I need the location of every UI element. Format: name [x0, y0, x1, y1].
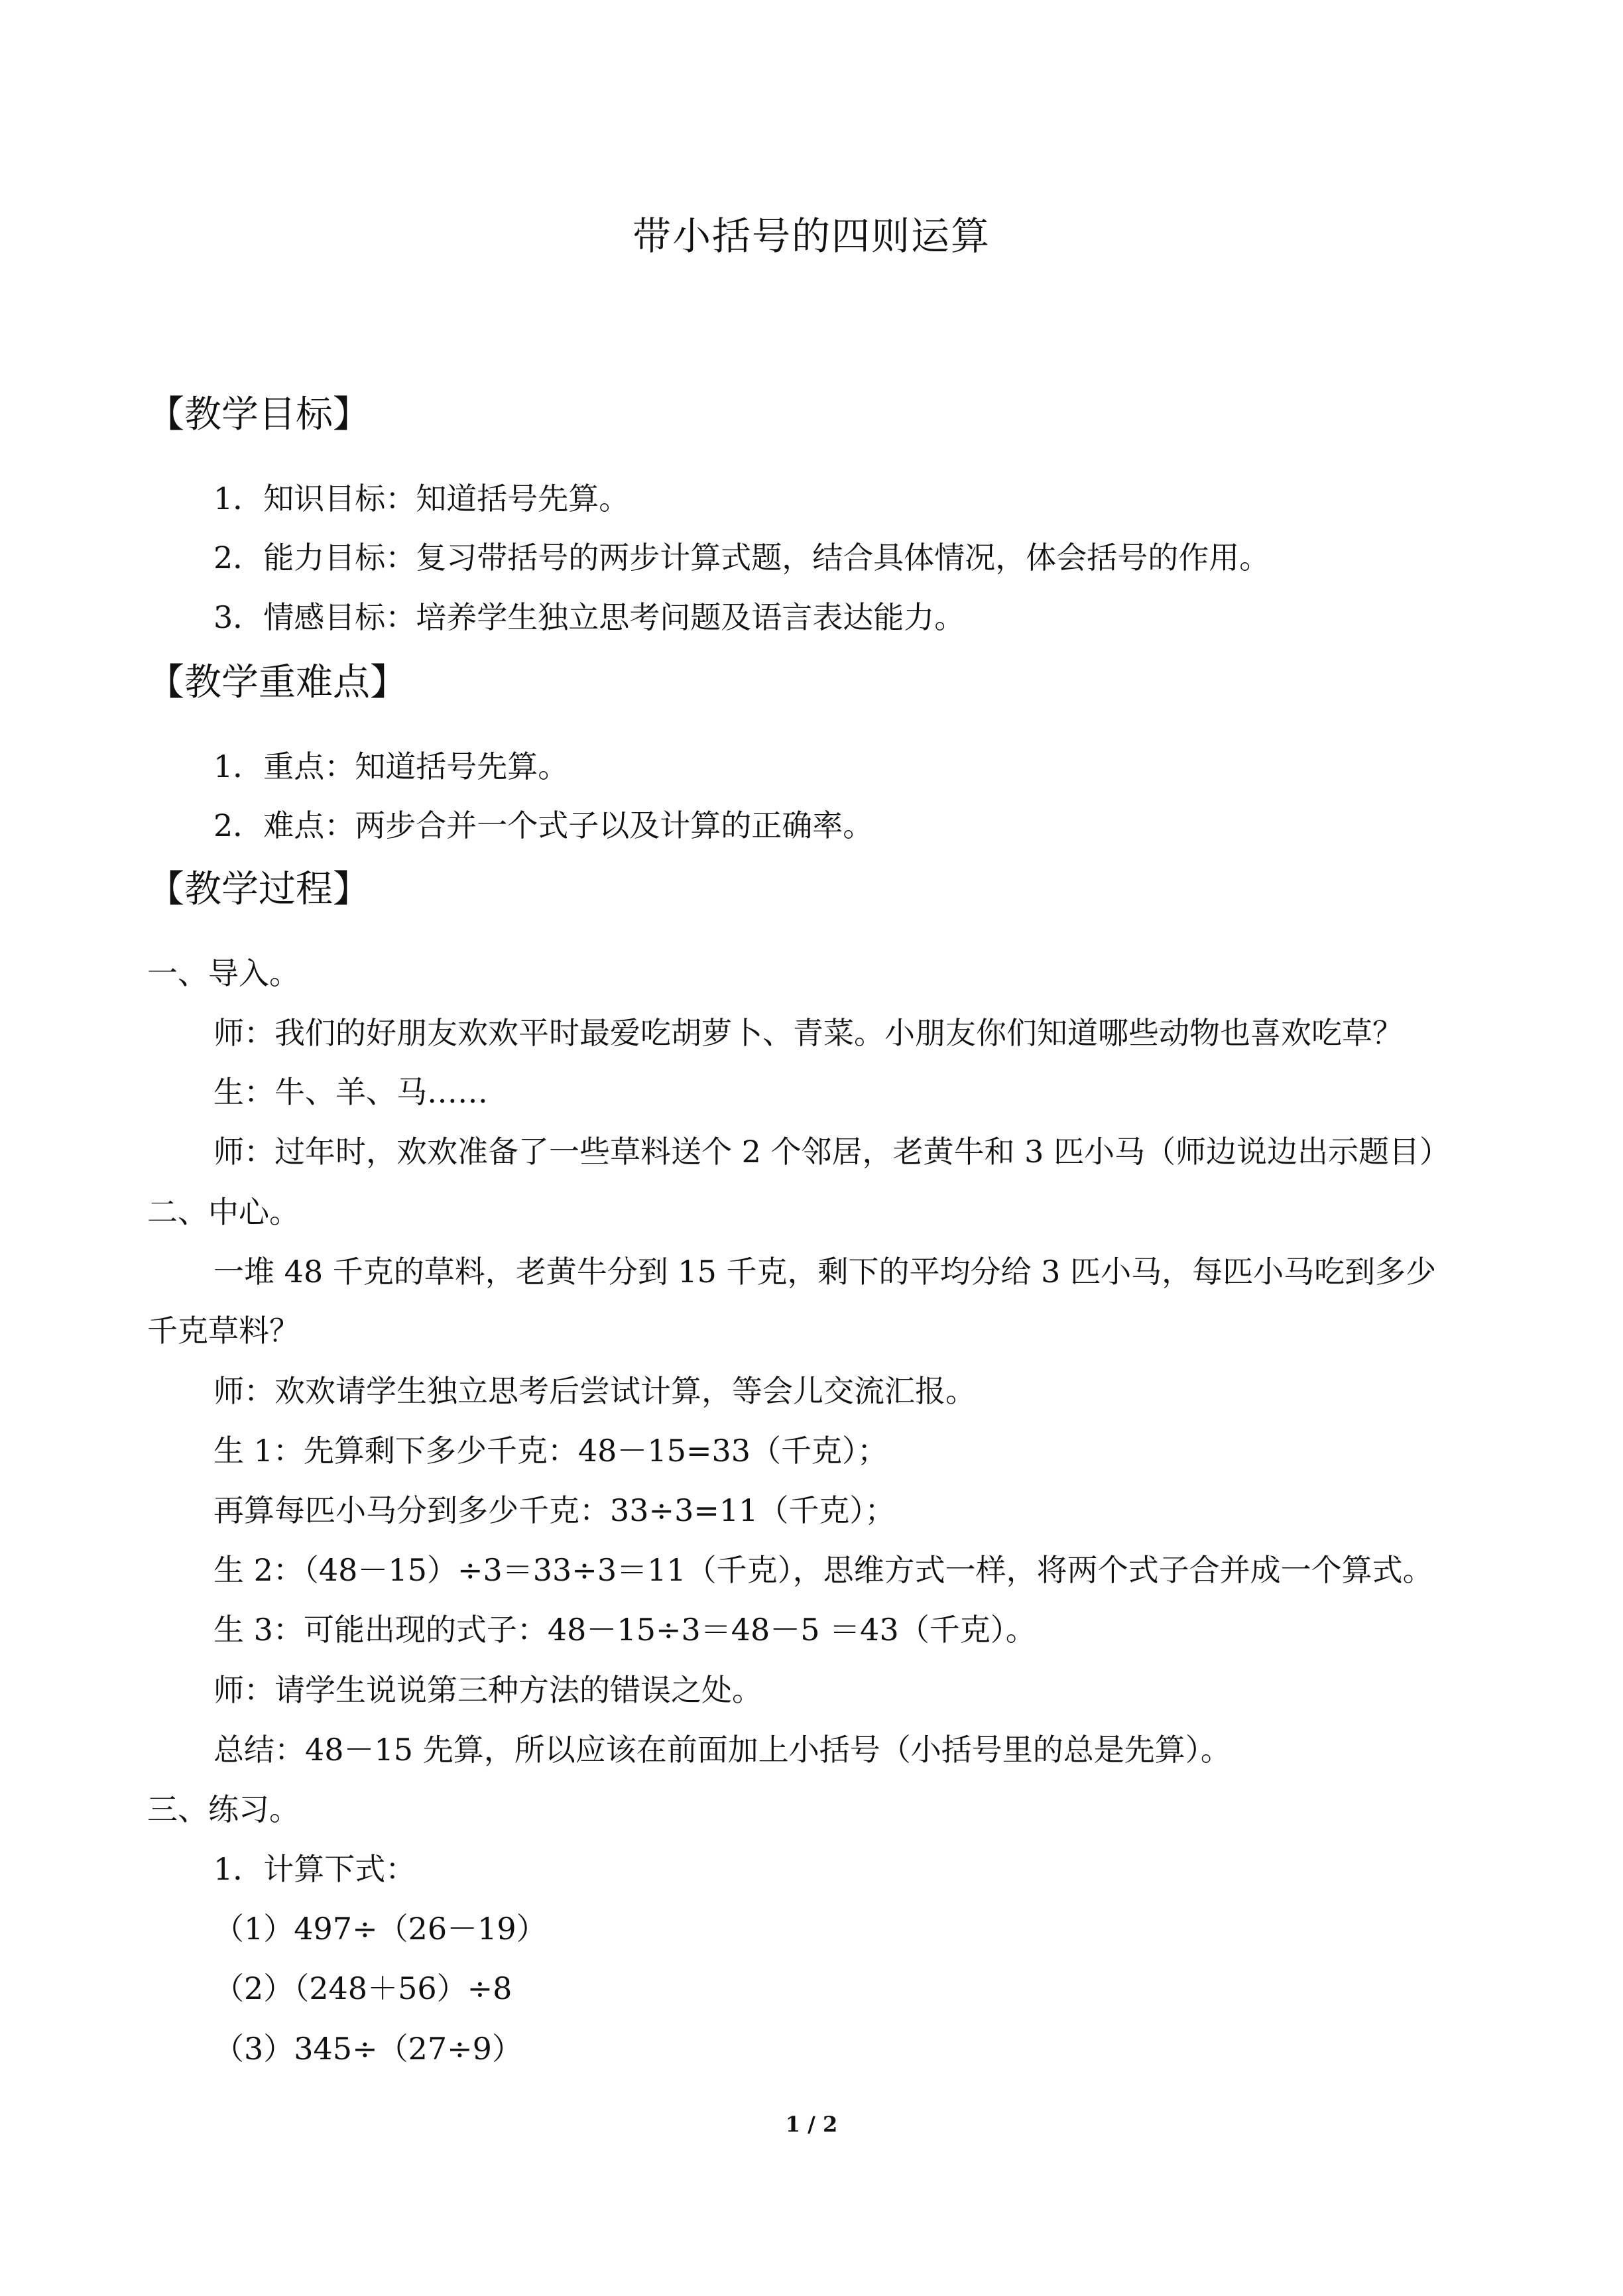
process-line: 总结：48－15 先算，所以应该在前面加上小括号（小括号里的总是先算）。	[213, 1732, 1231, 1768]
goal-item: 2．能力目标：复习带括号的两步计算式题，结合具体情况，体会括号的作用。	[213, 540, 1270, 575]
page-title: 带小括号的四则运算	[632, 213, 991, 259]
process-line: 生 3：可能出现的式子：48－15÷3＝48－5 ＝43（千克）。	[213, 1612, 1036, 1648]
goal-item: 1．知识目标：知道括号先算。	[213, 481, 630, 516]
section-heading-keypoints: 【教学重难点】	[147, 661, 407, 704]
process-line: 1．计算下式：	[213, 1851, 416, 1887]
section-heading-goals: 【教学目标】	[147, 393, 370, 436]
section-heading-process: 【教学过程】	[147, 868, 370, 911]
process-line: 千克草料？	[147, 1313, 300, 1349]
keypoint-item: 1．重点：知道括号先算。	[213, 749, 569, 784]
process-line: 师：欢欢请学生独立思考后尝试计算，等会儿交流汇报。	[213, 1373, 976, 1409]
goal-item: 3．情感目标：培养学生独立思考问题及语言表达能力。	[213, 599, 965, 635]
process-line: 再算每匹小马分到多少千克：33÷3=11（千克）；	[213, 1492, 896, 1528]
keypoint-item: 2．难点：两步合并一个式子以及计算的正确率。	[213, 808, 874, 843]
process-line: 生 1：先算剩下多少千克：48－15=33（千克）；	[213, 1433, 888, 1469]
process-line: 师：请学生说说第三种方法的错误之处。	[213, 1672, 762, 1708]
process-line: 一堆 48 千克的草料，老黄牛分到 15 千克，剩下的平均分给 3 匹小马，每匹小马吃到多少	[213, 1254, 1437, 1290]
process-part-title: 一、导入。	[147, 955, 300, 991]
process-line: 生：牛、羊、马……	[213, 1074, 488, 1110]
process-line: 师：我们的好朋友欢欢平时最爱吃胡萝卜、青菜。小朋友你们知道哪些动物也喜欢吃草？	[213, 1015, 1403, 1051]
process-line: 生 2：（48－15）÷3＝33÷3＝11（千克），思维方式一样，将两个式子合并成一个算式。	[213, 1552, 1433, 1588]
exercise-item: （1）497÷（26－19）	[213, 1911, 547, 1947]
page-number: 1 / 2	[785, 2112, 838, 2137]
process-part-title: 二、中心。	[147, 1194, 300, 1230]
process-line: 师：过年时，欢欢准备了一些草料送个 2 个邻居，老黄牛和 3 匹小马（师边说边出示题目）	[213, 1134, 1451, 1170]
exercise-item: （3）345÷（27÷9）	[213, 2031, 522, 2067]
exercise-item: （2）（248＋56）÷8	[213, 1970, 512, 2006]
process-part-title: 三、练习。	[147, 1791, 300, 1827]
